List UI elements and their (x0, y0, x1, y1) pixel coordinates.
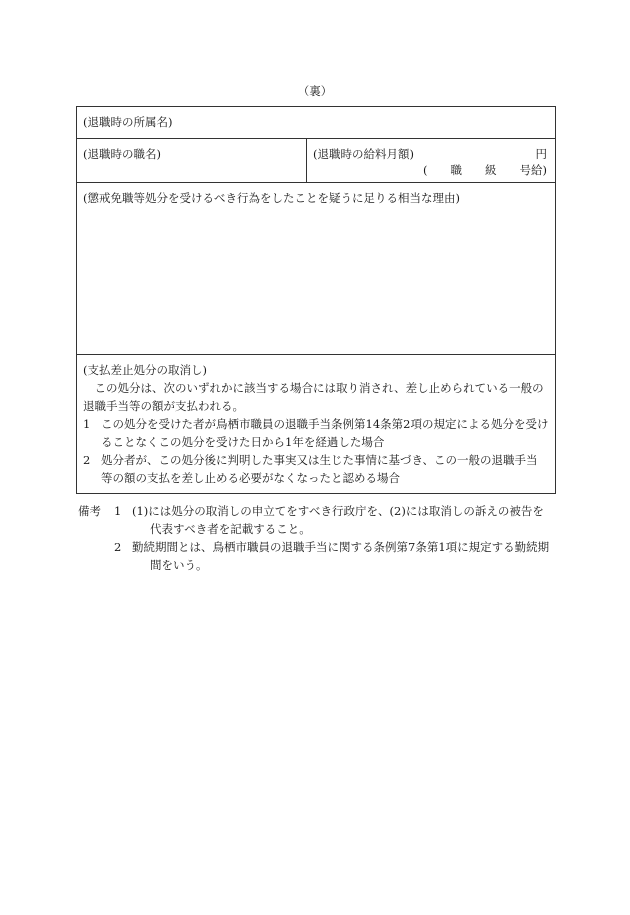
remark-continuation: 間をいう。 (150, 558, 208, 572)
cancel-item (83, 451, 549, 487)
remark-text (132, 538, 558, 574)
remark-number: 2 (114, 540, 122, 554)
cancel-item-text: この処分を受けた者が鳥栖市職員の退職手当条例第14条第2項の規定による処分を受けることなくこの処分を受けた日から1年を経過した場合 (101, 417, 549, 449)
remarks-section (76, 502, 558, 574)
remarks-label: 備考 (78, 504, 101, 518)
post-label: (退職時の職名) (77, 139, 307, 182)
affiliation-label: (退職時の所属名) (83, 115, 173, 129)
remark-item (114, 538, 558, 574)
cancel-item-text: 処分者が、この処分後に判明した事実又は生じた事情に基づき、この一般の退職手当等の額の支払を差し止める必要がなくなったと認める場合 (101, 453, 538, 485)
salary-label: (退職時の給料月額) (313, 147, 414, 161)
salary-unit: 円 (535, 147, 547, 161)
remark-line: (1)には処分の取消しの申立てをすべき行政庁を、(2)には取消しの訴えの被告を (132, 504, 544, 518)
cancel-item-number: 1 (83, 417, 91, 431)
cancel-body (77, 379, 555, 487)
reason-row (77, 183, 555, 355)
salary-grade: ( 職 級 号給) (423, 163, 547, 177)
cancel-item-number: 2 (83, 453, 91, 467)
cancel-label: (支払差止処分の取消し) (83, 363, 207, 377)
affiliation-row (77, 107, 555, 139)
remark-line: 勤続期間とは、鳥栖市職員の退職手当に関する条例第7条第1項に規定する勤続期 (132, 540, 550, 554)
cancel-row (77, 355, 555, 493)
cancel-intro: この処分は、次のいずれかに該当する場合には取り消され、差し止められている一般の退職手当等の額が支払われる。 (83, 381, 544, 413)
form-table (76, 106, 556, 494)
remark-item (114, 502, 558, 538)
reason-label: (懲戒免職等処分を受けるべき行為をしたことを疑うに足りる相当な理由) (83, 191, 460, 205)
position-row (77, 139, 555, 183)
remark-continuation: 代表すべき者を記載すること。 (150, 522, 311, 536)
salary-cell (307, 139, 555, 182)
remarks-list (114, 502, 558, 574)
cancel-item (83, 415, 549, 451)
remark-number: 1 (114, 504, 122, 518)
page-heading: （裏） (297, 84, 333, 98)
remark-text (132, 502, 558, 538)
